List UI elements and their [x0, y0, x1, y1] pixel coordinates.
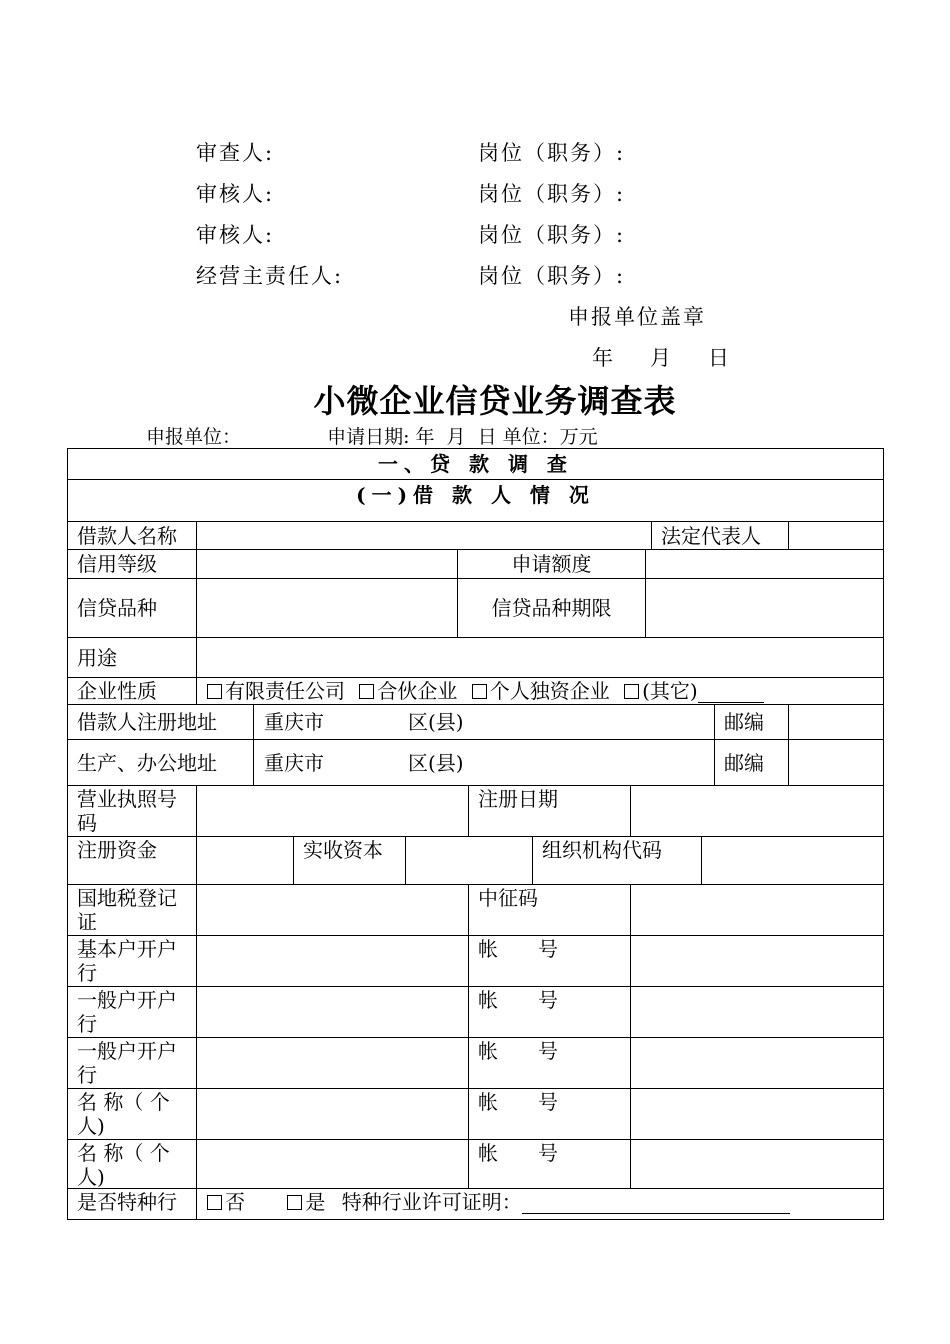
org-code-field[interactable] — [701, 836, 884, 885]
account-no-label: 帐 号 — [478, 1039, 558, 1063]
account-no-field[interactable] — [630, 986, 884, 1038]
amount-label: 申请额度 — [511, 552, 592, 576]
product-term-field[interactable] — [645, 578, 884, 638]
office-address-label: 生产、办公地址 — [77, 751, 217, 775]
license-no-label: 营业执照号码 — [77, 787, 177, 835]
date-label: 申请日期: — [327, 426, 410, 448]
permit-blank[interactable] — [522, 1193, 790, 1214]
account-no-label: 帐 号 — [478, 937, 558, 961]
product-term-label: 信贷品种期限 — [491, 596, 612, 620]
checkbox-partnership[interactable] — [359, 684, 374, 699]
reg-date-field[interactable] — [630, 785, 884, 837]
postcode-field[interactable] — [788, 739, 884, 786]
account-no-label: 帐 号 — [478, 1141, 558, 1165]
checkbox-llc[interactable] — [207, 684, 222, 699]
tax-reg-field[interactable] — [196, 884, 469, 936]
account-no-field[interactable] — [630, 1037, 884, 1089]
general-bank-label: 一般户开户行 — [77, 1039, 177, 1087]
account-name-field[interactable] — [196, 1088, 469, 1140]
product-label: 信贷品种 — [77, 596, 157, 620]
reg-capital-field[interactable] — [196, 836, 294, 885]
option-label: 有限责任公司 — [225, 679, 345, 703]
signer-post: 岗位（职务）: — [478, 223, 626, 247]
postcode-field[interactable] — [788, 704, 884, 740]
checkbox-other[interactable] — [624, 684, 639, 699]
city-label: 重庆市 — [264, 751, 324, 775]
nature-label: 企业性质 — [77, 679, 157, 703]
page-title: 小微企业信贷业务调查表 — [313, 382, 677, 420]
checkbox-sole-proprietor[interactable] — [472, 684, 487, 699]
district-label: 区(县) — [408, 710, 464, 734]
account-name-field[interactable] — [196, 1139, 469, 1189]
signer-post: 岗位（职务）: — [478, 264, 626, 288]
option-label: (其它) — [642, 679, 698, 703]
postcode-label: 邮编 — [724, 751, 764, 775]
checkbox-yes[interactable] — [287, 1195, 302, 1210]
district-label: 区(县) — [408, 751, 464, 775]
form-subheader — [146, 422, 598, 449]
checkbox-no[interactable] — [207, 1195, 222, 1210]
general-bank-label: 一般户开户行 — [77, 988, 177, 1036]
unit-blank[interactable] — [241, 430, 311, 449]
subsection-title: (一)借 款 人 情 况 — [356, 483, 595, 507]
section-title: 一、贷 款 调 查 — [378, 452, 573, 476]
borrower-name-label: 借款人名称 — [77, 524, 177, 548]
signer-role: 审查人: — [196, 141, 275, 165]
reg-date-label: 注册日期 — [478, 787, 558, 811]
account-no-label: 帐 号 — [478, 988, 558, 1012]
special-industry-options — [207, 1190, 790, 1214]
basic-bank-label: 基本户开户行 — [77, 937, 177, 985]
option-label: 合伙企业 — [377, 679, 458, 703]
nature-options — [207, 679, 764, 703]
account-no-label: 帐 号 — [478, 1090, 558, 1114]
product-field[interactable] — [196, 578, 458, 638]
signer-post: 岗位（职务）: — [478, 141, 626, 165]
date-parts: 年 月 日 — [415, 426, 497, 448]
unit-label: 申报单位： — [146, 426, 242, 448]
currency-label: 单位：万元 — [502, 426, 598, 448]
seal-date: 年 月 日 — [592, 346, 737, 370]
general-bank-field[interactable] — [196, 986, 469, 1038]
permit-label: 特种行业许可证明： — [341, 1190, 522, 1214]
other-blank[interactable] — [698, 682, 764, 703]
special-industry-label: 是否特种行 — [77, 1190, 177, 1214]
signer-role: 审核人: — [196, 182, 275, 206]
account-no-field[interactable] — [630, 1088, 884, 1140]
signer-role: 经营主责任人: — [196, 264, 344, 288]
general-bank-field[interactable] — [196, 1037, 469, 1089]
credit-grade-field[interactable] — [196, 549, 458, 579]
account-name-label: 名 称（ 个人) — [77, 1141, 170, 1189]
amount-field[interactable] — [645, 549, 884, 579]
postcode-label: 邮编 — [724, 710, 764, 734]
option-label: 个人独资企业 — [489, 679, 610, 703]
usage-field[interactable] — [196, 637, 884, 678]
signer-post: 岗位（职务）: — [478, 182, 626, 206]
reg-capital-label: 注册资金 — [77, 838, 157, 862]
reg-address-label: 借款人注册地址 — [77, 710, 217, 734]
paid-capital-field[interactable] — [405, 836, 533, 885]
city-label: 重庆市 — [264, 710, 324, 734]
usage-label: 用途 — [77, 646, 117, 670]
option-no-label: 否 — [225, 1190, 245, 1214]
tax-reg-label: 国地税登记证 — [77, 886, 177, 934]
account-no-field[interactable] — [630, 935, 884, 987]
org-code-label: 组织机构代码 — [542, 838, 662, 862]
borrower-name-field[interactable] — [196, 521, 652, 550]
credit-grade-label: 信用等级 — [77, 552, 157, 576]
seal-label: 申报单位盖章 — [568, 305, 706, 329]
account-no-field[interactable] — [630, 1139, 884, 1189]
legal-rep-label: 法定代表人 — [661, 524, 761, 548]
legal-rep-field[interactable] — [788, 521, 884, 550]
option-yes-label: 是 — [305, 1190, 326, 1214]
license-no-field[interactable] — [196, 785, 469, 837]
credit-code-field[interactable] — [630, 884, 884, 936]
signer-role: 审核人: — [196, 223, 275, 247]
credit-code-label: 中征码 — [478, 886, 538, 910]
basic-bank-field[interactable] — [196, 935, 469, 987]
account-name-label: 名 称（ 个人) — [77, 1090, 170, 1138]
paid-capital-label: 实收资本 — [303, 838, 383, 862]
